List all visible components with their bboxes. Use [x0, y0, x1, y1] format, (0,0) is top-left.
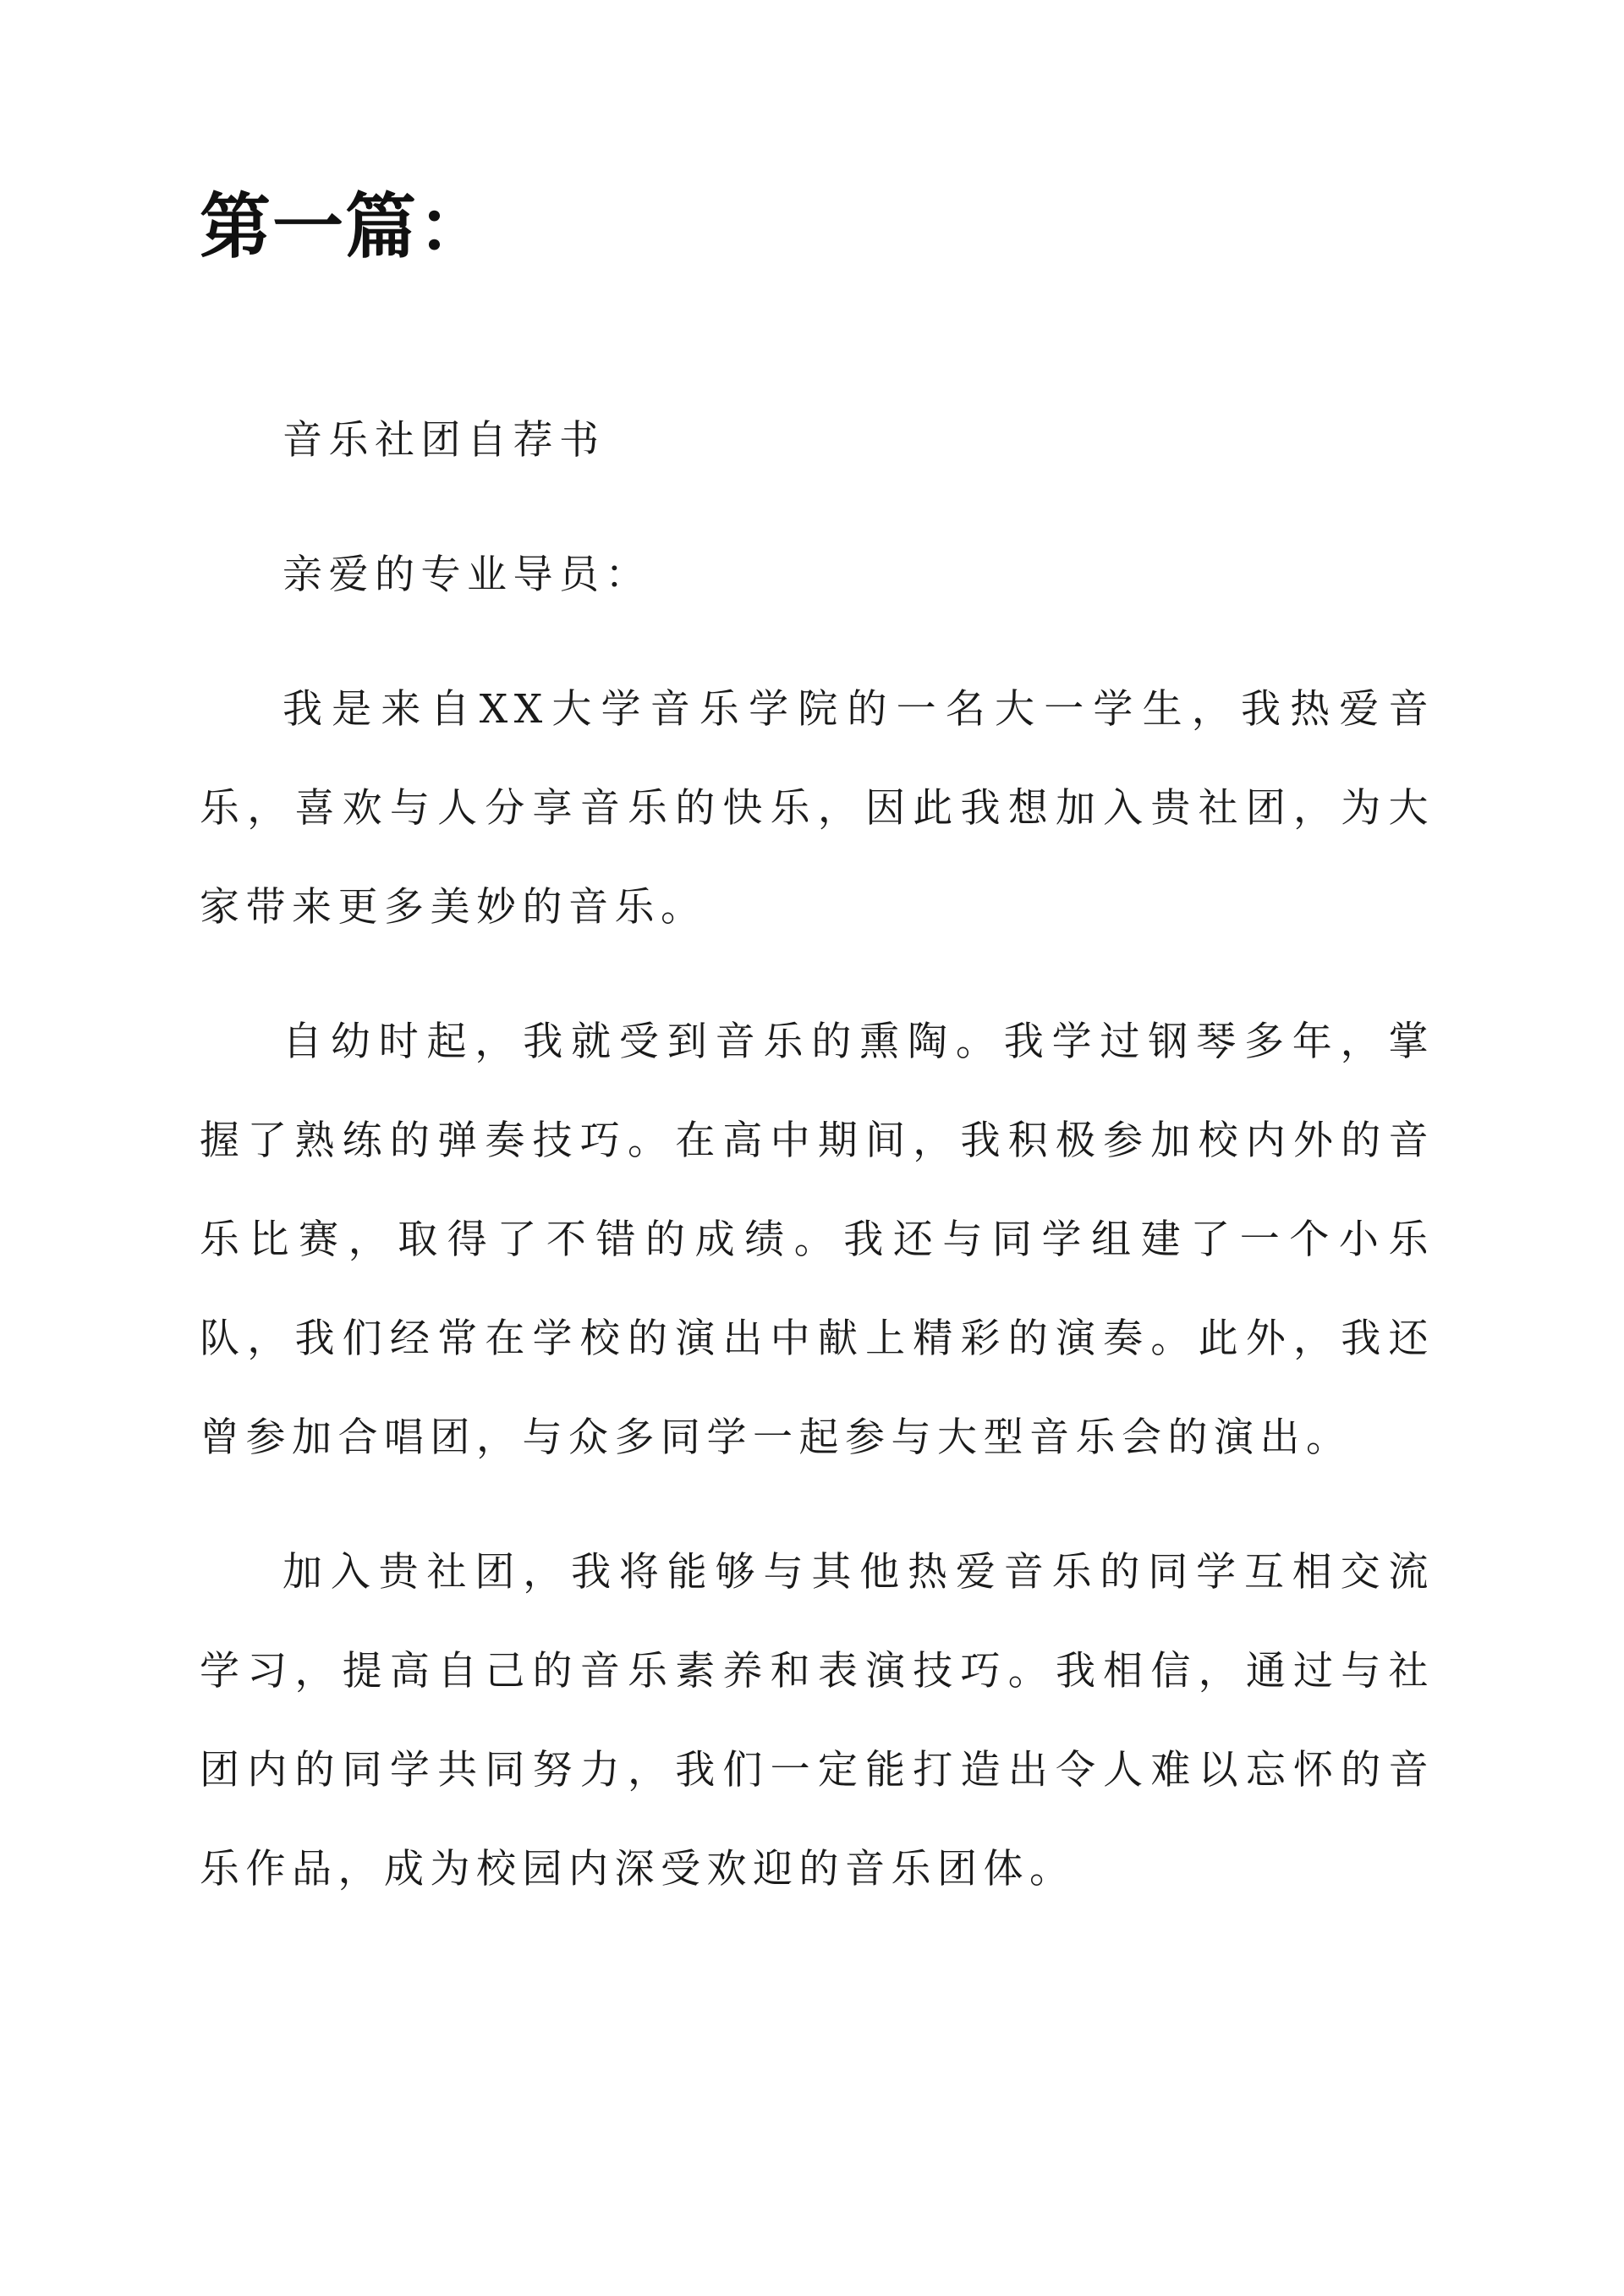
body-paragraph-experience: 自幼时起，我就受到音乐的熏陶。我学过钢琴多年，掌握了熟练的弹奏技巧。在高中期间，我积极参加校内外的音乐比赛，取得了不错的成绩。我还与同学组建了一个小乐队，我们经常在学校的演出中献上精彩的演奏。此外，我还曾参加合唱团，与众多同学一起参与大型音乐会的演出。	[200, 1019, 1435, 1461]
letter-title: 音乐社团自荐书	[283, 417, 606, 464]
letter-salutation: 亲爱的专业导员：	[283, 552, 651, 598]
document-heading: 第一篇：	[200, 184, 491, 268]
body-paragraph-goals: 加入贵社团，我将能够与其他热爱音乐的同学互相交流学习，提高自己的音乐素养和表演技巧。我相信，通过与社团内的同学共同努力，我们一定能打造出令人难以忘怀的音乐作品，成为校园内深受欢迎的音乐团体。	[200, 1549, 1435, 1892]
document-body	[200, 391, 1435, 1954]
body-paragraph-intro: 我是来自XX大学音乐学院的一名大一学生，我热爱音乐，喜欢与人分享音乐的快乐，因此我想加入贵社团，为大家带来更多美妙的音乐。	[200, 686, 1435, 931]
